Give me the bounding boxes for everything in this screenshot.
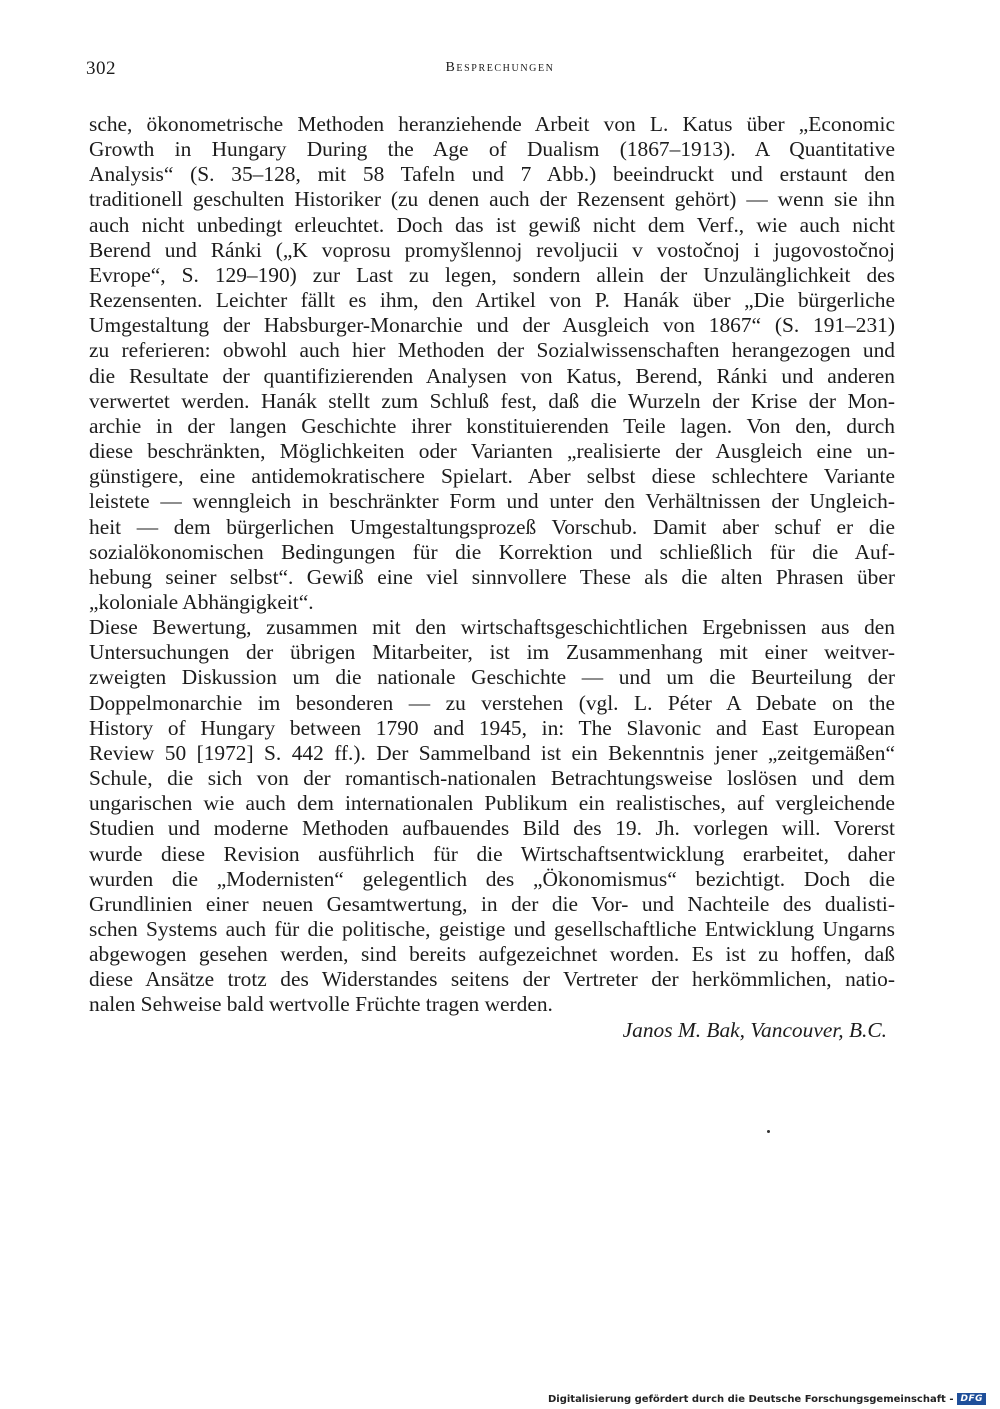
text-line-30: wurde diese Revision ausführlich für die Wirtschaftsentwicklung erarbeitet, daher (89, 841, 895, 866)
text-line-20: „koloniale Abhängigkeit“. (89, 589, 314, 614)
text-line-27: Schule, die sich von der romantisch-nationalen Betrachtungsweise loslösen und dem (89, 766, 895, 791)
text-line-22: Untersuchungen der übrigen Mitarbeiter, ist im Zusammenhang mit einer weitver- (89, 640, 895, 665)
text-line-36: nalen Sehweise bald wertvolle Früchte tragen werden. (89, 992, 553, 1017)
running-head: Besprechungen (445, 60, 555, 75)
text-line-3: Analysis“ (S. 35–128, mit 58 Tafeln und 7 Abb.) beeindruckt und erstaunt den (89, 162, 895, 187)
text-line-34: abgewogen gesehen werden, sind bereits aufgezeichnet worden. Es ist zu hoffen, daß (89, 942, 895, 967)
text-line-29: Studien und moderne Methoden aufbauendes Bild des 19. Jh. vorlegen will. Vorerst (89, 816, 895, 841)
page-number: 302 (86, 58, 116, 79)
text-line-25: History of Hungary between 1790 and 1945, in: The Slavonic and East European (89, 715, 895, 740)
text-line-12: verwertet werden. Hanák stellt zum Schluß fest, daß die Wurzeln der Krise der Mon- (89, 388, 895, 413)
text-line-17: heit — dem bürgerlichen Umgestaltungsprozeß Vorschub. Damit aber schuf er die (89, 514, 895, 539)
text-line-35: diese Ansätze trotz des Widerstandes seitens der Vertreter der herkömmlichen, natio- (89, 967, 895, 992)
text-line-14: diese beschränkten, Möglichkeiten oder Varianten „realisierte der Ausgleich eine un- (89, 439, 895, 464)
text-line-5: auch nicht unbedingt erleuchtet. Doch das ist gewiß nicht dem Verf., wie auch nicht (89, 212, 895, 237)
text-line-11: die Resultate der quantifizierenden Analysen von Katus, Berend, Ránki und anderen (89, 363, 895, 388)
text-line-8: Rezensenten. Leichter fällt es ihm, den Artikel von P. Hanák über „Die bürgerliche (89, 288, 895, 313)
text-line-9: Umgestaltung der Habsburger-Monarchie und der Ausgleich von 1867“ (S. 191–231) (89, 313, 895, 338)
text-line-18: sozialökonomischen Bedingungen für die Korrektion und schließlich für die Auf- (89, 539, 895, 564)
text-line-2: Growth in Hungary During the Age of Dualism (1867–1913). A Quantitative (89, 137, 895, 162)
footer-text: Digitalisierung gefördert durch die Deutsche Forschungsgemeinschaft - (547, 1393, 954, 1405)
text-line-15: günstigere, eine antidemokratischere Spielart. Aber selbst diese schlechtere Variante (89, 464, 895, 489)
text-line-23: zweigten Diskussion um die nationale Geschichte — und um die Beurteilung der (89, 665, 895, 690)
text-line-24: Doppelmonarchie im besonderen — zu verstehen (vgl. L. Péter A Debate on the (89, 690, 895, 715)
text-line-1: sche, ökonometrische Methoden heranziehende Arbeit von L. Katus über „Economic (89, 112, 895, 136)
text-line-13: archie in der langen Geschichte ihrer konstituierenden Teile lagen. Von den, durch (89, 413, 895, 438)
text-line-6: Berend und Ránki („K voprosu promyšlennoj revoljucii v vostočnoj i jugovostočnoj (89, 237, 895, 262)
text-line-10: zu referieren: obwohl auch hier Methoden der Sozialwissenschaften herangezogen und (89, 338, 895, 363)
text-line-32: Grundlinien einer neuen Gesamtwertung, in der die Vor- und Nachteile des dualisti- (89, 891, 895, 916)
text-line-4: traditionell geschulten Historiker (zu denen auch der Rezensent gehört) — wenn sie ihn (89, 187, 895, 212)
text-line-31: wurden die „Modernisten“ gelegentlich des „Ökonomismus“ bezichtigt. Doch die (89, 866, 895, 891)
text-line-19: hebung seiner selbst“. Gewiß eine viel sinnvollere These als die alten Phrasen über (89, 564, 895, 589)
text-line-21: Diese Bewertung, zusammen mit den wirtschaftsgeschichtlichen Ergebnissen aus den (89, 615, 895, 640)
text-line-28: ungarischen wie auch dem internationalen Publikum ein realistisches, auf vergleichende (89, 791, 895, 816)
text-line-33: schen Systems auch für die politische, geistige und gesellschaftliche Entwicklung Ungarns (89, 917, 895, 941)
digitization-footer (548, 1393, 986, 1405)
text-line-7: Evrope“, S. 129–190) zur Last zu legen, sondern allein der Unzulänglichkeit des (89, 262, 895, 287)
dfg-logo-icon: DFG (957, 1393, 986, 1405)
text-line-16: leistete — wenngleich in beschränkter Form und unter den Verhältnissen der Ungleich- (89, 489, 895, 514)
stray-mark (767, 1130, 770, 1133)
review-body (89, 112, 895, 1043)
reviewer-signature: Janos M. Bak, Vancouver, B.C. (622, 1017, 887, 1042)
text-line-26: Review 50 [1972] S. 442 ff.). Der Sammelband ist ein Bekenntnis jener „zeitgemäßen“ (89, 740, 895, 765)
